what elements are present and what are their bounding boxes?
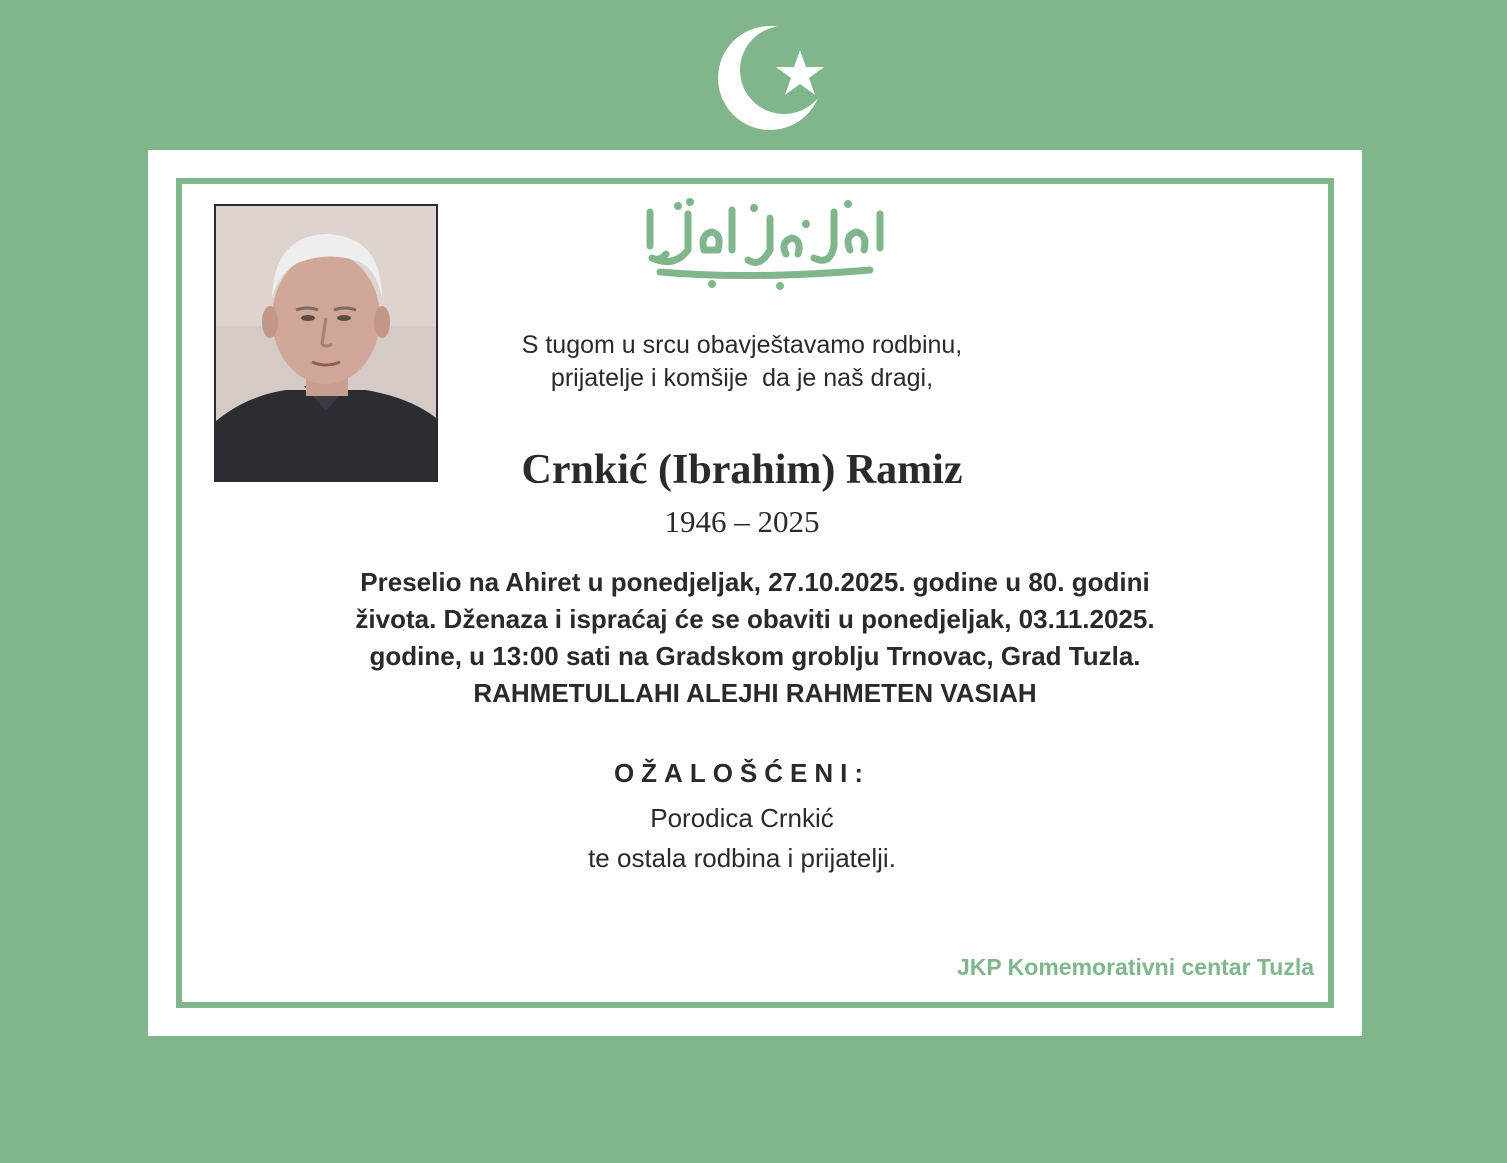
mourner-line: Porodica Crnkić (650, 803, 834, 833)
mourners-heading: OŽALOŠĆENI: (613, 758, 871, 788)
intro-line: prijatelje i komšije da je naš dragi, (550, 364, 934, 392)
crescent-star-icon (712, 20, 842, 140)
funeral-announcement (182, 564, 1328, 712)
announcement-line: Preselio na Ahiret u ponedjeljak, 27.10.2025. godine u 80. godini (360, 567, 1150, 597)
intro-line: S tugom u srcu obavještavamo rodbinu, (521, 331, 963, 359)
obituary-card (182, 184, 1328, 1002)
mourner-line: te ostala rodbina i prijatelji. (588, 843, 896, 873)
arabic-calligraphy (630, 184, 900, 294)
prayer-line: RAHMETULLAHI ALEJHI RAHMETEN VASIAH (473, 678, 1037, 708)
announcement-line: života. Dženaza i ispraćaj će se obaviti u ponedjeljak, 03.11.2025. (355, 604, 1155, 634)
publisher-credit: JKP Komemorativni centar Tuzla (956, 954, 1314, 980)
notice-outer-frame (148, 150, 1362, 1036)
deceased-name: Crnkić (Ibrahim) Ramiz (521, 447, 963, 493)
intro-text (382, 329, 1102, 395)
life-years: 1946 – 2025 (664, 504, 820, 539)
announcement-line: godine, u 13:00 sati na Gradskom groblju Trnovac, Grad Tuzla. (369, 641, 1141, 671)
notice-inner-frame (176, 178, 1334, 1008)
mourners-list (382, 798, 1102, 878)
